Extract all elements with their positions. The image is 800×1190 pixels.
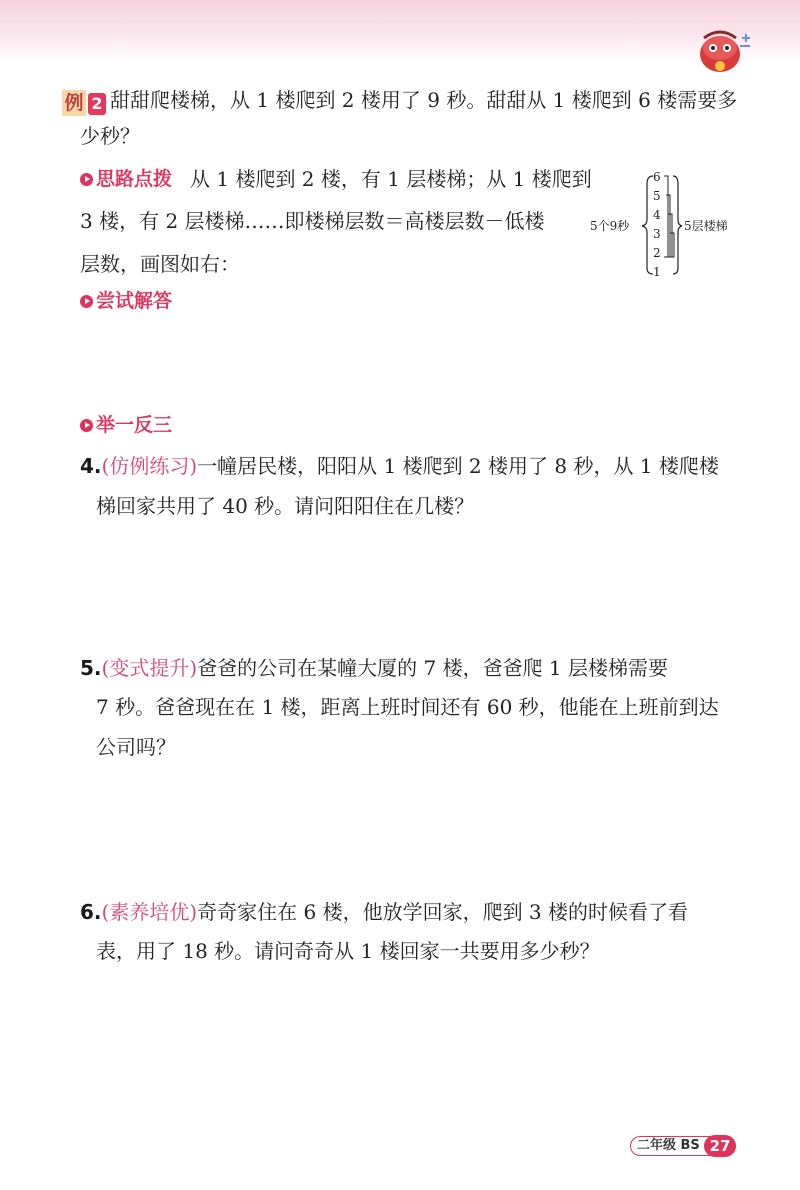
question-5-line-3: 公司吗？ xyxy=(96,735,176,759)
example-text-1: 甜甜爬楼梯，从 1 楼爬到 2 楼用了 9 秒。甜甜从 1 楼爬到 6 楼需要多 xyxy=(110,88,738,112)
diagram-right-label: 5层楼梯 xyxy=(684,219,728,233)
practice-heading: 举一反三 xyxy=(80,412,172,438)
try-heading: 尝试解答 xyxy=(80,288,172,314)
example-line-1 xyxy=(62,86,737,116)
example-badge: 例 2 xyxy=(62,88,110,116)
question-6-line-1: 6.(素养培优)奇奇家住在 6 楼，他放学回家，爬到 3 楼的时候看了看 xyxy=(80,900,689,924)
diagram-floor-6: 6 xyxy=(653,170,661,184)
question-4-line-2: 梯回家共用了 40 秒。请问阳阳住在几楼？ xyxy=(96,494,475,518)
play-icon xyxy=(80,419,93,432)
diagram-left-label: 5个9秒 xyxy=(590,219,630,233)
question-5-line-2: 7 秒。爸爸现在在 1 楼，距离上班时间还有 60 秒，他能在上班前到达 xyxy=(96,695,719,719)
stair-diagram xyxy=(590,168,750,283)
example-line-2: 少秒？ xyxy=(80,124,140,148)
page-number: 27 xyxy=(704,1135,736,1157)
play-icon xyxy=(80,295,93,308)
diagram-floor-3: 3 xyxy=(653,227,661,241)
question-5-line-1: 5.(变式提升)爸爸的公司在某幢大厦的 7 楼，爸爸爬 1 层楼梯需要 xyxy=(80,656,669,680)
hint-heading: 思路点拨 xyxy=(80,166,172,192)
hint-line-1: 从 1 楼爬到 2 楼，有 1 层楼梯；从 1 楼爬到 xyxy=(190,167,592,191)
question-6-line-2: 表，用了 18 秒。请问奇奇从 1 楼回家一共要用多少秒？ xyxy=(96,939,600,963)
header-band xyxy=(0,0,800,62)
diagram-floor-5: 5 xyxy=(653,189,661,203)
question-4-line-1: 4.(仿例练习)一幢居民楼，阳阳从 1 楼爬到 2 楼用了 8 秒，从 1 楼爬楼 xyxy=(80,454,719,478)
hint-line-2: 3 楼，有 2 层楼梯……即楼梯层数＝高楼层数－低楼 xyxy=(80,209,545,233)
diagram-floor-4: 4 xyxy=(653,208,661,222)
grade-label: 二年级 BS xyxy=(630,1136,730,1156)
diagram-floor-1: 1 xyxy=(653,265,661,279)
diagram-floor-2: 2 xyxy=(653,246,661,260)
hint-line-3: 层数，画图如右： xyxy=(80,252,240,276)
play-icon xyxy=(80,173,93,186)
mascot-icon xyxy=(694,24,754,76)
